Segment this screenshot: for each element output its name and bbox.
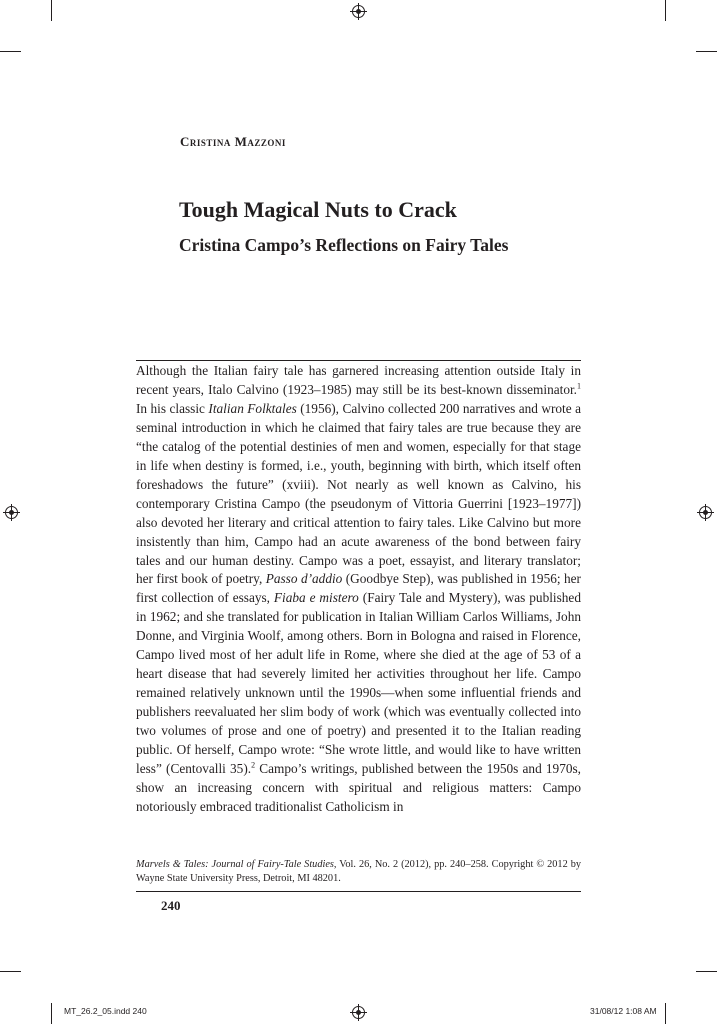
citation-footnote: Marvels & Tales: Journal of Fairy-Tale Studies, Vol. 26, No. 2 (2012), pp. 240–258. Copyright © 2012 by Wayne State University Press, Detroit, MI 48201. bbox=[136, 859, 582, 884]
article-subtitle: Cristina Campo’s Reflections on Fairy Tales bbox=[179, 235, 509, 255]
registration-mark-icon bbox=[352, 1006, 365, 1019]
top-rule bbox=[136, 360, 581, 361]
crop-mark bbox=[665, 0, 666, 21]
bottom-rule bbox=[136, 891, 581, 892]
crop-mark bbox=[0, 51, 21, 52]
crop-mark bbox=[51, 0, 52, 21]
footnote-ref[interactable]: 2 bbox=[251, 760, 256, 770]
body-paragraph: Although the Italian fairy tale has garnered increasing attention outside Italy in recent years, Italo Calvino (1923–1985) may still be its best-known disseminator.$^1$ In his classic Italian Folktales (1956), Calvino collected 200 narratives and wrote a seminal introduction in which he claimed that fairy tales are true because they are “the catalog of the potential destinies of men and women, especially for that stage in life when destiny is formed, i.e., youth, beginning with birth, which itself often foreshadows the future” (xviii). Not nearly as well known as Calvino, his contemporary Cristina Campo (the pseudonym of Vittoria Guerrini [1923–1977]) also devoted her literary and critical attention to fairy tales. Like Calvino but more insistently than him, Campo had an acute awareness of the bond between fairy tales and our human destiny. Campo was a poet, essayist, and literary translator; her first book of poetry, Passo d’addio (Goodbye Step), was published in 1956; her first collection of essays, Fiaba e mistero (Fairy Tale and Mystery), was published in 1962; and she translated for publication in Italian William Carlos Williams, John Donne, and Virginia Woolf, among others. Born in Bologna and raised in Florence, Campo lived most of her adult life in Rome, where she died at the age of 53 of a heart disease that had severely limited her activities throughout her life. Campo remained relatively unknown until the 1990s—when some influential friends and publishers reevaluated her slim body of work (which was eventually collected into two volumes of prose and one of poetry) and presented it to the Italian reading public. Of herself, Campo wrote: “She wrote little, and would like to have written less” (Centovalli 35).$^2$ Campo’s writings, published between the 1950s and 1970s, show an increasing concern with spiritual and religious matters: Campo notoriously embraced traditionalist Catholicism in bbox=[136, 363, 581, 814]
footnote-ref[interactable]: 1 bbox=[577, 381, 581, 391]
registration-mark-icon bbox=[352, 5, 365, 18]
page-number: 240 bbox=[161, 898, 181, 913]
article-title: Tough Magical Nuts to Crack bbox=[179, 197, 457, 222]
registration-mark-icon bbox=[5, 506, 18, 519]
crop-mark bbox=[665, 1003, 666, 1024]
crop-mark bbox=[696, 971, 717, 972]
registration-mark-icon bbox=[699, 506, 712, 519]
slug-datetime: 31/08/12 1:08 AM bbox=[590, 1006, 657, 1016]
author-name: Cristina Mazzoni bbox=[180, 134, 286, 149]
slug-file-info: MT_26.2_05.indd 240 bbox=[64, 1006, 147, 1016]
crop-mark bbox=[51, 1003, 52, 1024]
article-body bbox=[136, 362, 581, 817]
crop-mark bbox=[696, 51, 717, 52]
crop-mark bbox=[0, 971, 21, 972]
